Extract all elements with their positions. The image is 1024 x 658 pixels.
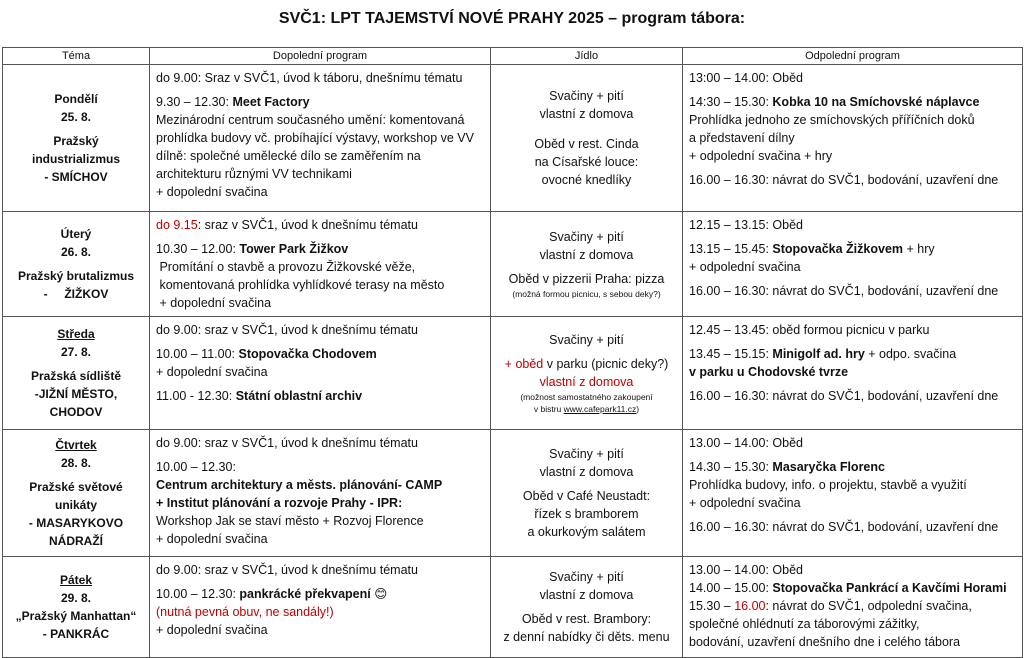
- theme-line: - PANKRÁC: [42, 627, 110, 641]
- afternoon-line: bodování, uzavření dnešního dne i celého tábora: [689, 635, 961, 649]
- food-line: a okurkovým salátem: [527, 525, 646, 539]
- time: 10.30 – 12.00:: [156, 242, 240, 256]
- theme-line: NÁDRAŽÍ: [49, 534, 103, 548]
- theme-line: Pražská sídliště: [30, 369, 122, 383]
- warning-line: (nutná pevná obuv, ne sandály!): [156, 605, 334, 619]
- food-note: ): [636, 404, 640, 414]
- afternoon-line: společné ohlédnutí za táborovými zážitky,: [689, 617, 920, 631]
- activity-title: Stopovačka Žižkovem: [772, 242, 904, 256]
- day-date: 27. 8.: [60, 345, 92, 359]
- time: 13.15 – 15.45:: [689, 242, 773, 256]
- theme-line: unikáty: [54, 498, 97, 512]
- afternoon-cell: [683, 430, 1023, 557]
- day-date: 29. 8.: [60, 591, 92, 605]
- morning-line: : sraz v SVČ1, úvod k dnešnímu tématu: [197, 218, 418, 232]
- food-line: oběd: [515, 357, 544, 371]
- food-note: (možná formou picnicu, s sebou deky?): [512, 289, 661, 299]
- day-date: 28. 8.: [60, 456, 92, 470]
- activity-title: Státní oblastní archiv: [235, 389, 363, 403]
- morning-cell: [150, 557, 491, 658]
- time: do 9.15: [156, 218, 198, 232]
- activity-desc: komentovaná prohlídka vyhlídkové terasy na město: [156, 278, 445, 292]
- afternoon-end: 16.00 – 16.30: návrat do SVČ1, bodování, uzavření dne: [689, 520, 999, 534]
- time: 10.00 – 11.00:: [156, 347, 239, 361]
- food-line: ovocné knedlíky: [541, 173, 632, 187]
- food-line: Oběd v Café Neustadt:: [522, 489, 651, 503]
- time: 13.45 – 15.15:: [689, 347, 773, 361]
- activity-extra: + hry: [903, 242, 935, 256]
- theme-line: - ŽIŽKOV: [43, 287, 109, 301]
- afternoon-line: 12.15 – 13.15: Oběd: [689, 218, 803, 232]
- theme-line: „Pražský Manhattan“: [15, 609, 137, 623]
- header-theme: Téma: [3, 48, 150, 65]
- food-line: Svačiny + pití: [549, 570, 624, 584]
- food-line: na Císařské louce:: [534, 155, 639, 169]
- program-table: [2, 47, 1023, 658]
- food-line: vlastní z domova: [539, 375, 634, 389]
- food-line: Svačiny + pití: [549, 333, 624, 347]
- day-date: 26. 8.: [60, 245, 92, 259]
- activity-title: Kobka 10 na Smíchovské náplavce: [772, 95, 980, 109]
- day-name: Středa: [57, 327, 95, 341]
- activity-desc: + odpolední svačina + hry: [689, 149, 833, 163]
- food-cell: [491, 557, 683, 658]
- theme-line: industrializmus: [31, 152, 120, 166]
- food-line: Svačiny + pití: [549, 447, 624, 461]
- theme-cell: [3, 317, 150, 430]
- header-row: [3, 48, 1023, 65]
- afternoon-end: 16.00 – 16.30: návrat do SVČ1, bodování, uzavření dne: [689, 284, 999, 298]
- morning-cell: [150, 65, 491, 212]
- food-note: v bistru: [533, 404, 564, 414]
- afternoon-line: 13.00 – 14.00: Oběd: [689, 563, 803, 577]
- header-morning: Dopolední program: [150, 48, 491, 65]
- time: 14.30 – 15.30:: [689, 460, 773, 474]
- day-name: Pondělí: [54, 92, 98, 106]
- food-cell: [491, 430, 683, 557]
- food-line: Oběd v rest. Cinda: [534, 137, 639, 151]
- smile-icon: 😊: [374, 587, 388, 601]
- snack-line: + dopolední svačina: [156, 532, 268, 546]
- table-row: [3, 65, 1023, 212]
- snack-line: + dopolední svačina: [156, 185, 268, 199]
- food-line: z denní nabídky či děts. menu: [503, 630, 670, 644]
- food-line: vlastní z domova: [539, 588, 634, 602]
- snack-line: + dopolední svačina: [156, 365, 268, 379]
- theme-cell: [3, 557, 150, 658]
- activity-desc: a představení dílny: [689, 131, 795, 145]
- afternoon-line: : návrat do SVČ1, odpolední svačina,: [765, 599, 972, 613]
- morning-cell: [150, 212, 491, 317]
- afternoon-cell: [683, 557, 1023, 658]
- header-afternoon: Odpolední program: [683, 48, 1023, 65]
- activity-title: Minigolf ad. hry: [772, 347, 865, 361]
- activity-desc: Workshop Jak se staví město + Rozvoj Florence: [156, 514, 424, 528]
- food-line: Oběd v rest. Brambory:: [521, 612, 652, 626]
- food-cell: [491, 65, 683, 212]
- morning-line: do 9.00: Sraz v SVČ1, úvod k táboru, dnešnímu tématu: [156, 71, 463, 85]
- activity-title: Stopovačka Chodovem: [238, 347, 377, 361]
- bistro-link[interactable]: www.cafepark11.cz: [563, 404, 637, 414]
- activity-title: pankrácké překvapení: [239, 587, 371, 601]
- afternoon-end: 16.00 – 16.30: návrat do SVČ1, bodování, uzavření dne: [689, 173, 999, 187]
- time: 16.00: [734, 599, 766, 613]
- morning-line: do 9.00: sraz v SVČ1, úvod k dnešnímu tématu: [156, 323, 418, 337]
- time: 14:30 – 15.30:: [689, 95, 773, 109]
- theme-cell: [3, 212, 150, 317]
- theme-line: - MASARYKOVO: [28, 516, 124, 530]
- food-cell: [491, 317, 683, 430]
- day-name: Pátek: [59, 573, 93, 587]
- activity-desc: + odpolední svačina: [689, 496, 801, 510]
- food-line: řízek s bramborem: [534, 507, 639, 521]
- theme-cell: [3, 65, 150, 212]
- theme-line: Pražský: [53, 134, 99, 148]
- food-line: vlastní z domova: [539, 465, 634, 479]
- time: 14.00 – 15.00:: [689, 581, 773, 595]
- morning-cell: [150, 430, 491, 557]
- food-line: Oběd v pizzerii Praha: pizza: [508, 272, 665, 286]
- food-line: Svačiny + pití: [549, 230, 624, 244]
- activity-title: Masaryčka Florenc: [772, 460, 885, 474]
- theme-cell: [3, 430, 150, 557]
- food-line: vlastní z domova: [539, 107, 634, 121]
- activity-title: Meet Factory: [232, 95, 310, 109]
- theme-line: Pražské světové: [29, 480, 123, 494]
- table-row: [3, 317, 1023, 430]
- activity-desc: Prohlídka budovy, info. o projektu, stavbě a využití: [689, 478, 967, 492]
- activity-title: Centrum architektury a městs. plánování- CAMP: [156, 478, 443, 492]
- day-date: 25. 8.: [60, 110, 92, 124]
- snack-line: + dopolední svačina: [156, 623, 268, 637]
- header-food: Jídlo: [491, 48, 683, 65]
- activity-extra: + odpo. svačina: [864, 347, 957, 361]
- afternoon-cell: [683, 317, 1023, 430]
- morning-line: do 9.00: sraz v SVČ1, úvod k dnešnímu tématu: [156, 563, 418, 577]
- time: 9.30 – 12.30:: [156, 95, 233, 109]
- activity-title: Stopovačka Pankrácí a Kavčími Horami: [772, 581, 1007, 595]
- time: 11.00 - 12.30:: [156, 389, 236, 403]
- document-title: SVČ1: LPT TAJEMSTVÍ NOVÉ PRAHY 2025 – program tábora:: [278, 10, 746, 27]
- morning-line: do 9.00: sraz v SVČ1, úvod k dnešnímu tématu: [156, 436, 418, 450]
- table-row: [3, 430, 1023, 557]
- time: 10.00 – 12.30:: [156, 460, 236, 474]
- activity-desc: Promítání o stavbě a provozu Žižkovské věže,: [156, 260, 416, 274]
- theme-line: CHODOV: [49, 405, 103, 419]
- activity-title: v parku u Chodovské tvrze: [689, 365, 849, 379]
- theme-line: -JIŽNÍ MĚSTO,: [34, 387, 118, 401]
- morning-cell: [150, 317, 491, 430]
- afternoon-cell: [683, 65, 1023, 212]
- day-name: Úterý: [60, 227, 92, 241]
- activity-title: Tower Park Žižkov: [239, 242, 349, 256]
- food-cell: [491, 212, 683, 317]
- food-line: v parku (picnic deky?): [543, 357, 669, 371]
- activity-desc: Mezinárodní centrum současného umění: komentovaná prohlídka budovy vč. probíhající výstavy, workshop ve VV dílně: společné umělecké dílo se zaměřením na architekturu různými VV technikami: [156, 113, 474, 181]
- afternoon-line: 13:00 – 14.00: Oběd: [689, 71, 803, 85]
- afternoon-line: 13.00 – 14.00: Oběd: [689, 436, 803, 450]
- theme-line: - SMÍCHOV: [44, 170, 108, 184]
- afternoon-line: 12.45 – 13.45: oběd formou picnicu v parku: [689, 323, 930, 337]
- activity-desc: Prohlídka jednoho ze smíchovských příříčních doků: [689, 113, 975, 127]
- table-row: [3, 212, 1023, 317]
- theme-line: Pražský brutalizmus: [17, 269, 135, 283]
- afternoon-end: 16.00 – 16.30: návrat do SVČ1, bodování, uzavření dne: [689, 389, 999, 403]
- day-name: Čtvrtek: [55, 438, 97, 452]
- afternoon-cell: [683, 212, 1023, 317]
- food-note: (možnost samostatného zakoupení: [520, 392, 653, 402]
- snack-line: + dopolední svačina: [156, 296, 272, 310]
- activity-title: + Institut plánování a rozvoje Prahy - IPR:: [156, 496, 403, 510]
- time: 10.00 – 12.30:: [156, 587, 240, 601]
- food-line: vlastní z domova: [539, 248, 634, 262]
- time: 15.30 –: [689, 599, 735, 613]
- food-line: Svačiny + pití: [549, 89, 624, 103]
- snack-line: + odpolední svačina: [689, 260, 801, 274]
- table-row: [3, 557, 1023, 658]
- food-line: +: [504, 357, 516, 371]
